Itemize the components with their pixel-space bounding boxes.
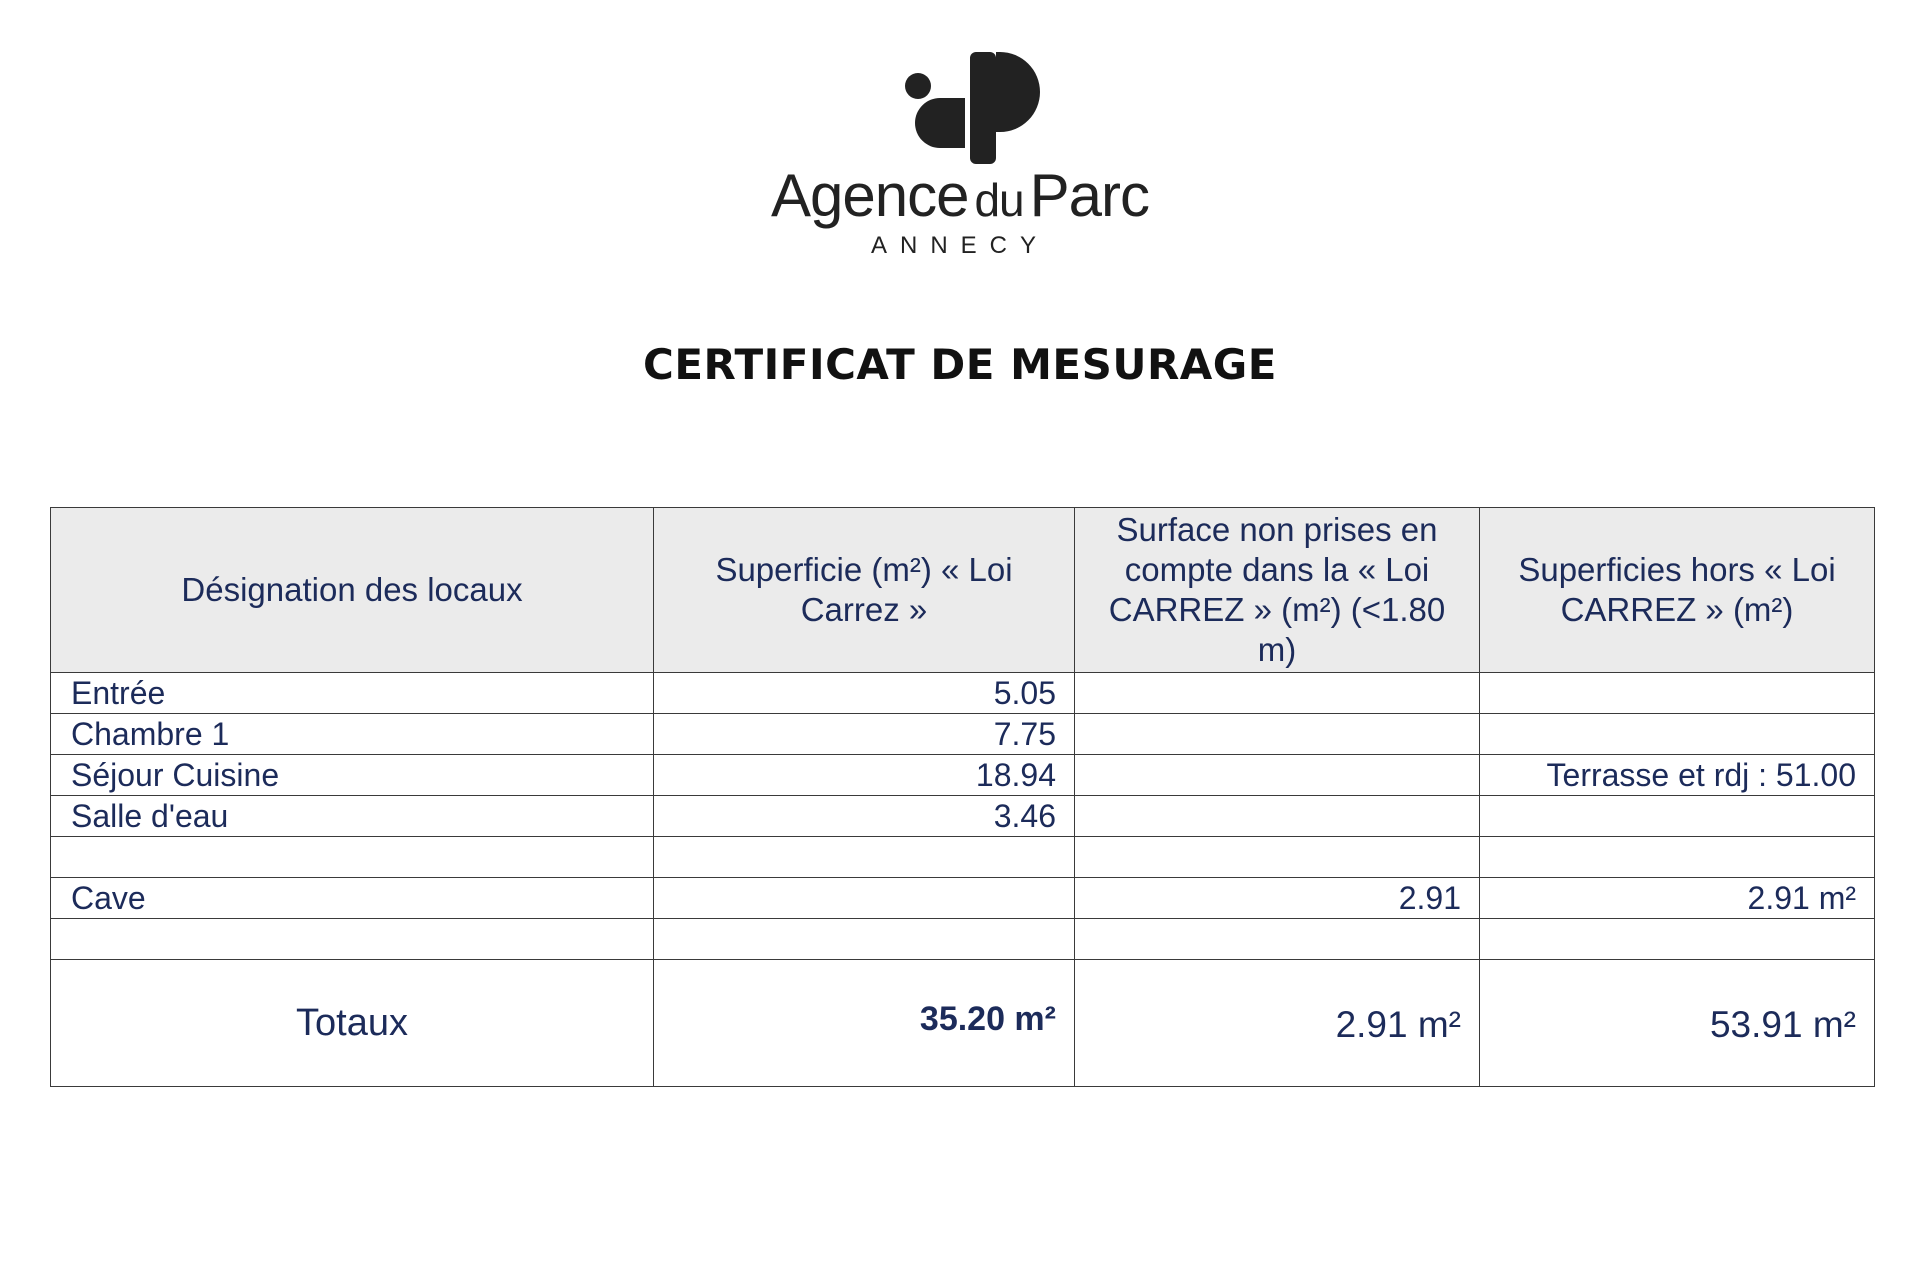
cell-carrez bbox=[654, 837, 1075, 878]
monogram-ap bbox=[905, 52, 1040, 164]
cell-hors bbox=[1480, 796, 1875, 837]
cell-non-prises bbox=[1075, 755, 1480, 796]
cell-carrez: 7.75 bbox=[654, 714, 1075, 755]
cell-carrez bbox=[654, 919, 1075, 960]
cell-carrez: 3.46 bbox=[654, 796, 1075, 837]
table-row bbox=[51, 878, 1875, 919]
table-row bbox=[51, 837, 1875, 878]
cell-carrez: 5.05 bbox=[654, 673, 1075, 714]
cell-designation: Salle d'eau bbox=[51, 796, 654, 837]
header-designation: Désignation des locaux bbox=[51, 508, 654, 673]
cell-hors bbox=[1480, 919, 1875, 960]
table-row bbox=[51, 673, 1875, 714]
cell-non-prises bbox=[1075, 714, 1480, 755]
total-non-prises: 2.91 m² bbox=[1075, 960, 1480, 1087]
totals-label: Totaux bbox=[51, 960, 654, 1087]
cell-hors: Terrasse et rdj : 51.00 bbox=[1480, 755, 1875, 796]
cell-hors bbox=[1480, 837, 1875, 878]
cell-non-prises: 2.91 bbox=[1075, 878, 1480, 919]
table-row bbox=[51, 919, 1875, 960]
table-row bbox=[51, 755, 1875, 796]
cell-designation: Entrée bbox=[51, 673, 654, 714]
logo-wordmark: Agence du Parc bbox=[770, 162, 1150, 229]
cell-non-prises bbox=[1075, 796, 1480, 837]
cell-non-prises bbox=[1075, 837, 1480, 878]
header-non-prises: Surface non prises en compte dans la « Loi CARREZ » (m²) (<1.80 m) bbox=[1075, 508, 1480, 673]
total-hors: 53.91 m² bbox=[1480, 960, 1875, 1087]
cell-carrez bbox=[654, 878, 1075, 919]
cell-hors bbox=[1480, 714, 1875, 755]
table-row bbox=[51, 796, 1875, 837]
agency-logo-mark bbox=[700, 38, 1220, 258]
agency-logo bbox=[0, 38, 1920, 258]
table-row bbox=[51, 714, 1875, 755]
cell-hors bbox=[1480, 673, 1875, 714]
cell-designation bbox=[51, 919, 654, 960]
cell-carrez: 18.94 bbox=[654, 755, 1075, 796]
cell-designation: Chambre 1 bbox=[51, 714, 654, 755]
document-title: CERTIFICAT DE MESURAGE bbox=[643, 340, 1277, 389]
logo-city: ANNECY bbox=[870, 232, 1050, 258]
header-hors: Superficies hors « Loi CARREZ » (m²) bbox=[1480, 508, 1875, 673]
cell-non-prises bbox=[1075, 919, 1480, 960]
cell-designation bbox=[51, 837, 654, 878]
total-carrez: 35.20 m² bbox=[654, 960, 1075, 1087]
cell-non-prises bbox=[1075, 673, 1480, 714]
cell-designation: Cave bbox=[51, 878, 654, 919]
totals-row bbox=[51, 960, 1875, 1087]
cell-hors: 2.91 m² bbox=[1480, 878, 1875, 919]
header-carrez: Superficie (m²) « Loi Carrez » bbox=[654, 508, 1075, 673]
cell-designation: Séjour Cuisine bbox=[51, 755, 654, 796]
measurement-table bbox=[50, 507, 1875, 1087]
table-header-row bbox=[51, 508, 1875, 673]
